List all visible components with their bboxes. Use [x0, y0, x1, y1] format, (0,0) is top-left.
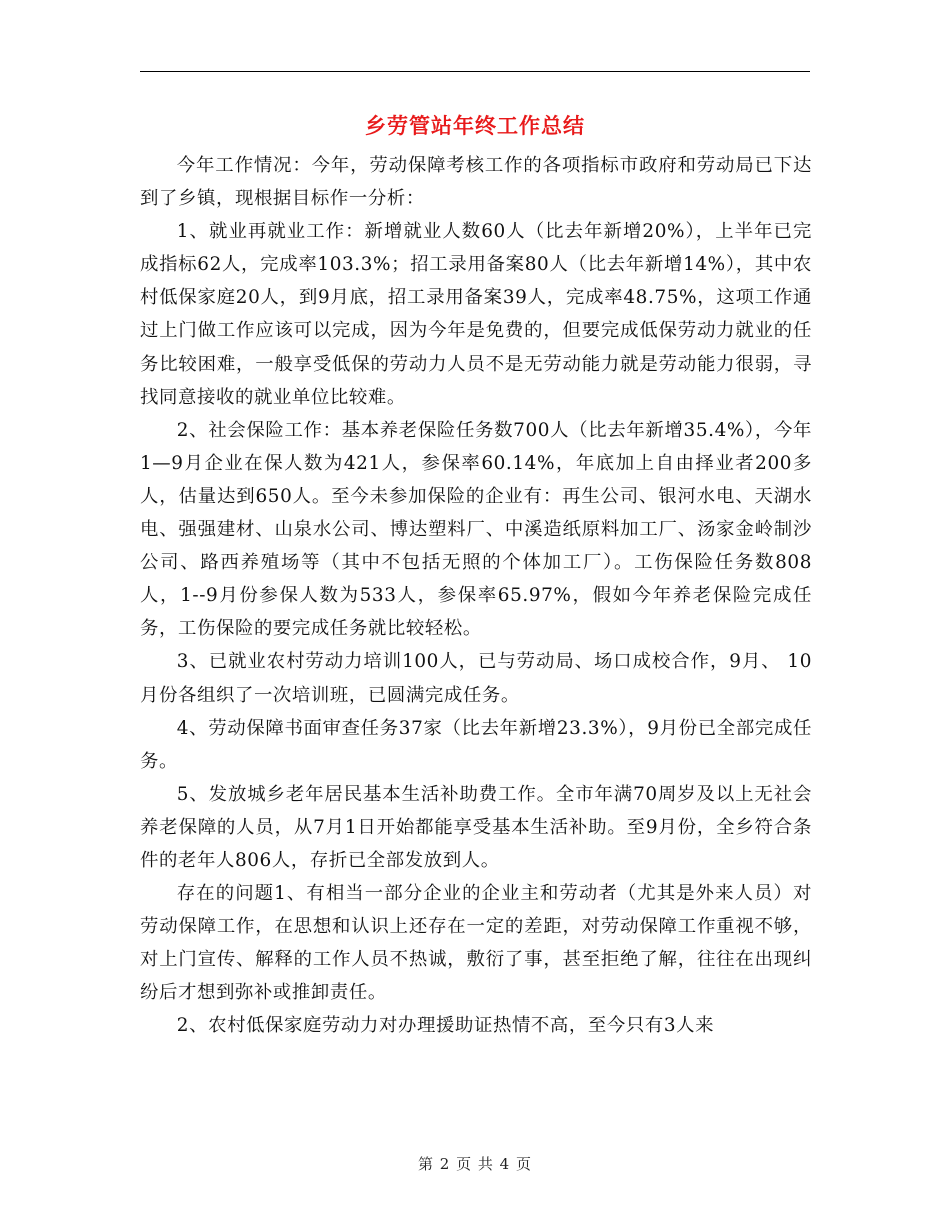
paragraph-review: 4、劳动保障书面审查任务37家（比去年新增23.3%），9月份已全部完成任务。 — [140, 717, 812, 772]
paragraph-elderly-subsidy: 5、发放城乡老年居民基本生活补助费工作。全市年满70周岁及以上无社会养老保障的人员，从7月1日开始都能享受基本生活补助。至9月份，全乡符合条件的老年人806人，存折已全部发放到人。 — [140, 783, 812, 871]
paragraph-training: 3、已就业农村劳动力培训100人，已与劳动局、场口成校合作，9月、 10月份各组织了一次培训班，已圆满完成任务。 — [140, 651, 812, 706]
paragraph-problems: 存在的问题1、有相当一部分企业的企业主和劳动者（尤其是外来人员）对劳动保障工作，在思想和认识上还存在一定的差距，对劳动保障工作重视不够，对上门宣传、解释的工作人员不热诚，敷衍了事，甚至拒绝了解，往往在出现纠纷后才想到弥补或推卸责任。 — [140, 883, 812, 1004]
paragraph-employment: 1、就业再就业工作：新增就业人数60人（比去年新增20%），上半年已完成指标62人，完成率103.3%；招工录用备案80人（比去年新增14%），其中农村低保家庭20人，到9月底，招工录用备案39人，完成率48.75%，这项工作通过上门做工作应该可以完成，因为今年是免费的，但要完成低保劳动力就业的任务比较困难，一般享受低保的劳动力人员不是无劳动能力就是劳动能力很弱，寻找同意接收的就业单位比较难。 — [140, 221, 812, 408]
paragraph-low-income: 2、农村低保家庭劳动力对办理援助证热情不高，至今只有3人来 — [176, 1015, 715, 1037]
paragraph-intro: 今年工作情况：今年，劳动保障考核工作的各项指标市政府和劳动局已下达到了乡镇，现根据目标作一分析： — [140, 155, 812, 210]
header-rule — [140, 71, 810, 72]
document-title: 乡劳管站年终工作总结 — [365, 113, 585, 138]
paragraph-social-insurance: 2、社会保险工作：基本养老保险任务数700人（比去年新增35.4%），今年1—9月企业在保人数为421人，参保率60.14%，年底加上自由择业者200多人，估量达到650人。至今未参加保险的企业有：再生公司、银河水电、天湖水电、强强建材、山泉水公司、博达塑料厂、中溪造纸原料加工厂、汤家金岭制沙公司、路西养殖场等（其中不包括无照的个体加工厂）。工伤保险任务数808人，1--9月份参保人数为533人，参保率65.97%，假如今年养老保险完成任务，工伤保险的要完成任务就比较轻松。 — [140, 419, 812, 640]
page-number-footer: 第 2 页 共 4 页 — [418, 1155, 532, 1173]
document-body — [140, 149, 812, 1043]
